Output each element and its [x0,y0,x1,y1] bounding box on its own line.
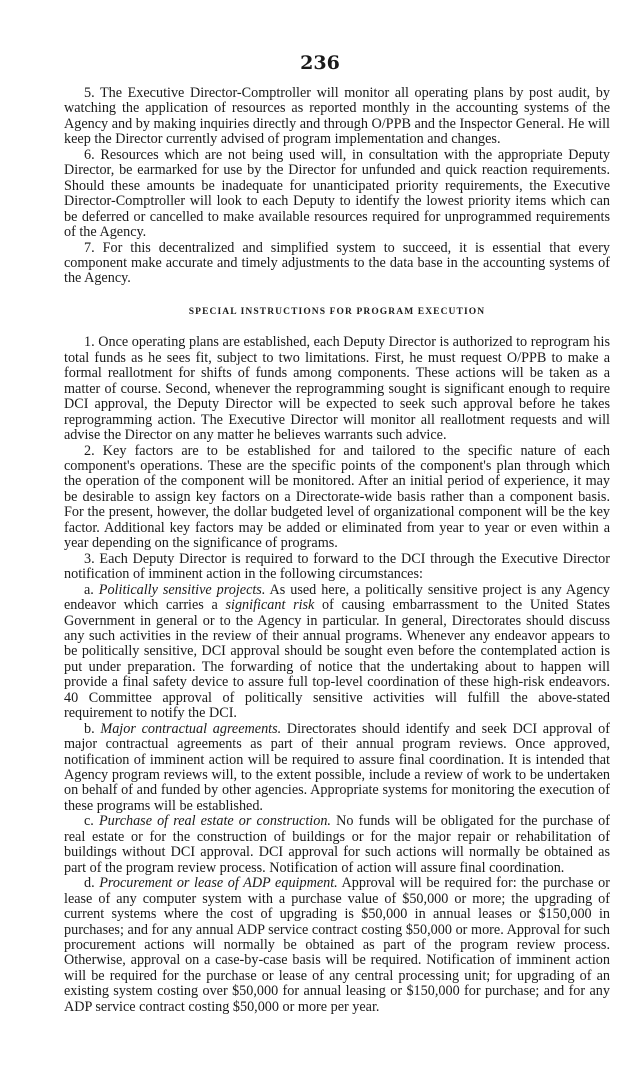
item-text: No funds will be obligated for the purchase of real estate or for the construction of buildings or for the major repair or rehabilitation of buildings without DCI approval. DCI approval for such actions will normally be obtained as part of the program review process. Notification of action will assure final coordination. [64,813,610,876]
paragraph-6: 6. Resources which are not being used will, in consultation with the appropriate Deputy Director, be earmarked for use by the Director for unfunded and quick reaction requirements. Should these amounts be inadequate for unanticipated priority requirements, the Executive Director-Comptroller will look to each Deputy to identify the lowest priority items which can be deferred or cancelled to make available resources required for unprogrammed requirements of the Agency. [64,146,610,241]
item-letter: b. [84,720,101,737]
instruction-2: 2. Key factors are to be established for and tailored to the specific nature of each component's operations. These are the specific points of the component's plan through which the operation of the component will be monitored. After an initial period of experience, it may be desirable to assign key factors on a Directorate-wide basis rather than a component basis. For the present, however, the dollar budgeted level of organizational component will be the key factor. Additional key factors may be added or eliminated from year to year or even within a year depending on the significance of programs. [64,442,610,552]
item-text: As used here, a politically sensitive project is any Agency endeavor which carries a [64,581,610,614]
instruction-3c [64,814,610,876]
item-heading: Procurement or lease of ADP equipment. [99,875,338,892]
paragraph-5: 5. The Executive Director-Comptroller will monitor all operating plans by post audit, by watching the application of resources as reported monthly in the accounting systems of the Agency and by making inquiries directly and through O/PPB and the Inspector General. He will keep the Director currently advised of program implementation and changes. [64,85,610,148]
instruction-3b [64,722,610,815]
instruction-3: 3. Each Deputy Director is required to forward to the DCI through the Executive Director notification of imminent action in the following circumstances: [64,550,610,583]
item-heading: Major contractual agreements. [100,720,282,737]
section-heading: SPECIAL INSTRUCTIONS FOR PROGRAM EXECUTION [188,306,486,317]
item-letter: a. [84,581,99,598]
item-text: Directorates should identify and seek DCI approval of major contractual agreements as part of their annual program reviews. Once approved, notification of imminent action will be required to assure final coordination. It is intended that Agency program reviews will, to the extent possible, include a review of work to be undertaken on behalf of and funded by other agencies. Appropriate systems for monitoring the execution of these programs will be established. [64,720,611,814]
document-body [64,86,610,1015]
item-heading: Purchase of real estate or construction. [98,813,331,830]
instruction-3a [64,583,610,722]
item-text: of causing embarrassment to the United States Government in general or to the Agency in particular. In general, Directorates should discuss any such activities in the review of their annual programs. Whenever any endeavor appears to be politically sensitive, DCI approval should be sought even before the contemplated action is put under preparation. The forwarding of notice that the undertaking about to happen will provide a final safety device to assure full top-level coordination of these high-risk endeavors. 40 Committee approval of politically sensitive activities will fulfill the above-stated requirement to notify the DCI. [64,597,611,722]
paragraph-7: 7. For this decentralized and simplified system to succeed, it is essential that every component make accurate and timely adjustments to the data base in the accounting systems of the Agency. [64,239,610,287]
item-heading: Politically sensitive projects. [98,581,266,598]
item-letter: c. [84,813,99,830]
page-number: 236 [300,52,340,74]
instruction-1: 1. Once operating plans are established, each Deputy Director is authorized to reprogram his total funds as he sees fit, subject to two limitations. First, he must request O/PPB to make a formal reallotment for shifts of funds among components. These actions will be taken as a matter of course. Second, whenever the reprogramming sought is significant enough to require DCI approval, the Deputy Director will be expected to seek such approval before he takes reprogramming action. The Executive Director will monitor all reallotment requests and will advise the Director on any matter he believes warrants such advice. [64,334,610,444]
item-letter: d. [84,875,100,892]
item-text: Approval will be required for: the purchase or lease of any computer system with a purchase value of $50,000 or more; the upgrading of current systems where the cost of upgrading is $50,000 in annual leases or $150,000 in purchases; and for any annual ADP service contract costing $50,000 or more. Approval for such procurement actions will normally be obtained as part of the program review process. Otherwise, approval on a case-by-case basis will be required. Notification of imminent action will be required for the purchase or lease of any central processing unit; for upgrading of an existing system costing over $50,000 for annual leasing or $150,000 for purchase; and for any ADP service contract costing $50,000 or more per year. [64,875,610,1015]
instruction-3d [64,876,610,1015]
emphasis-text: significant risk [225,597,315,614]
